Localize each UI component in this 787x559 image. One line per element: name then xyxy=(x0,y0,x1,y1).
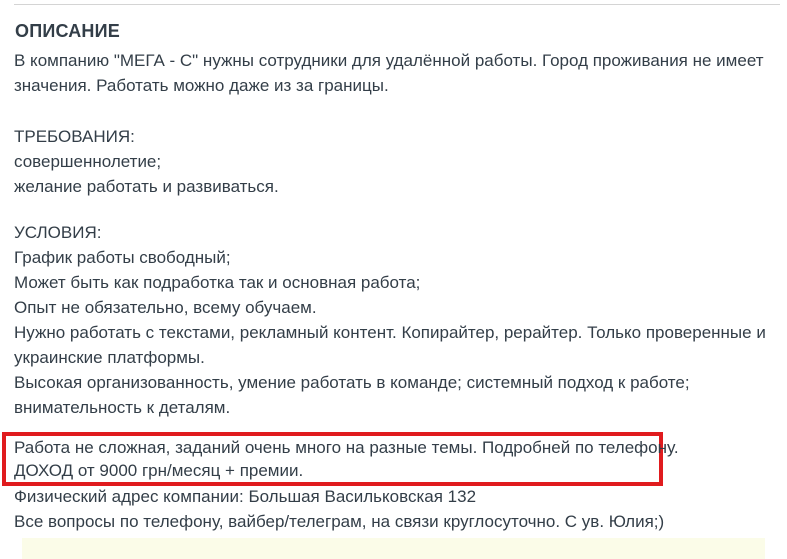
note-strip xyxy=(22,538,765,559)
contact-line: Все вопросы по телефону, вайбер/телеграм, на связи круглосуточно. С ув. Юлия;) xyxy=(14,512,665,531)
salary-line: ДОХОД от 9000 грн/месяц + премии. xyxy=(14,461,304,480)
requirements-title: ТРЕБОВАНИЯ: xyxy=(14,127,135,146)
text-line: Нужно работать с текстами, рекламный контент. Копирайтер, рерайтер. Только проверенные и xyxy=(14,323,766,342)
conditions-title: УСЛОВИЯ: xyxy=(14,223,102,242)
divider xyxy=(14,4,780,5)
requirements-section xyxy=(14,124,279,199)
text-line: Высокая организованность, умение работать в команде; системный подход к работе; xyxy=(14,373,690,392)
contacts-section xyxy=(14,484,664,534)
text-line: В компанию "МЕГА - С" нужны сотрудники для удалённой работы. Город проживания не имеет xyxy=(14,51,764,70)
address-line: Физический адрес компании: Большая Васильковская 132 xyxy=(14,487,477,506)
text-line: совершеннолетие; xyxy=(14,152,162,171)
text-line: График работы свободный; xyxy=(14,248,231,267)
text-line: Работа не сложная, заданий очень много на разные темы. Подробней по телефону. xyxy=(14,438,679,457)
conditions-section xyxy=(14,220,766,420)
text-line: внимательность к деталям. xyxy=(14,398,231,417)
text-line: значения. Работать можно даже из за границы. xyxy=(14,76,389,95)
text-line: желание работать и развиваться. xyxy=(14,177,279,196)
text-line: украинские платформы. xyxy=(14,348,205,367)
text-line: Может быть как подработка так и основная работа; xyxy=(14,273,421,292)
highlighted-note xyxy=(2,432,679,486)
section-heading-description: ОПИСАНИЕ xyxy=(15,21,120,41)
intro-paragraph xyxy=(14,48,764,98)
text-line: Опыт не обязательно, всему обучаем. xyxy=(14,298,317,317)
